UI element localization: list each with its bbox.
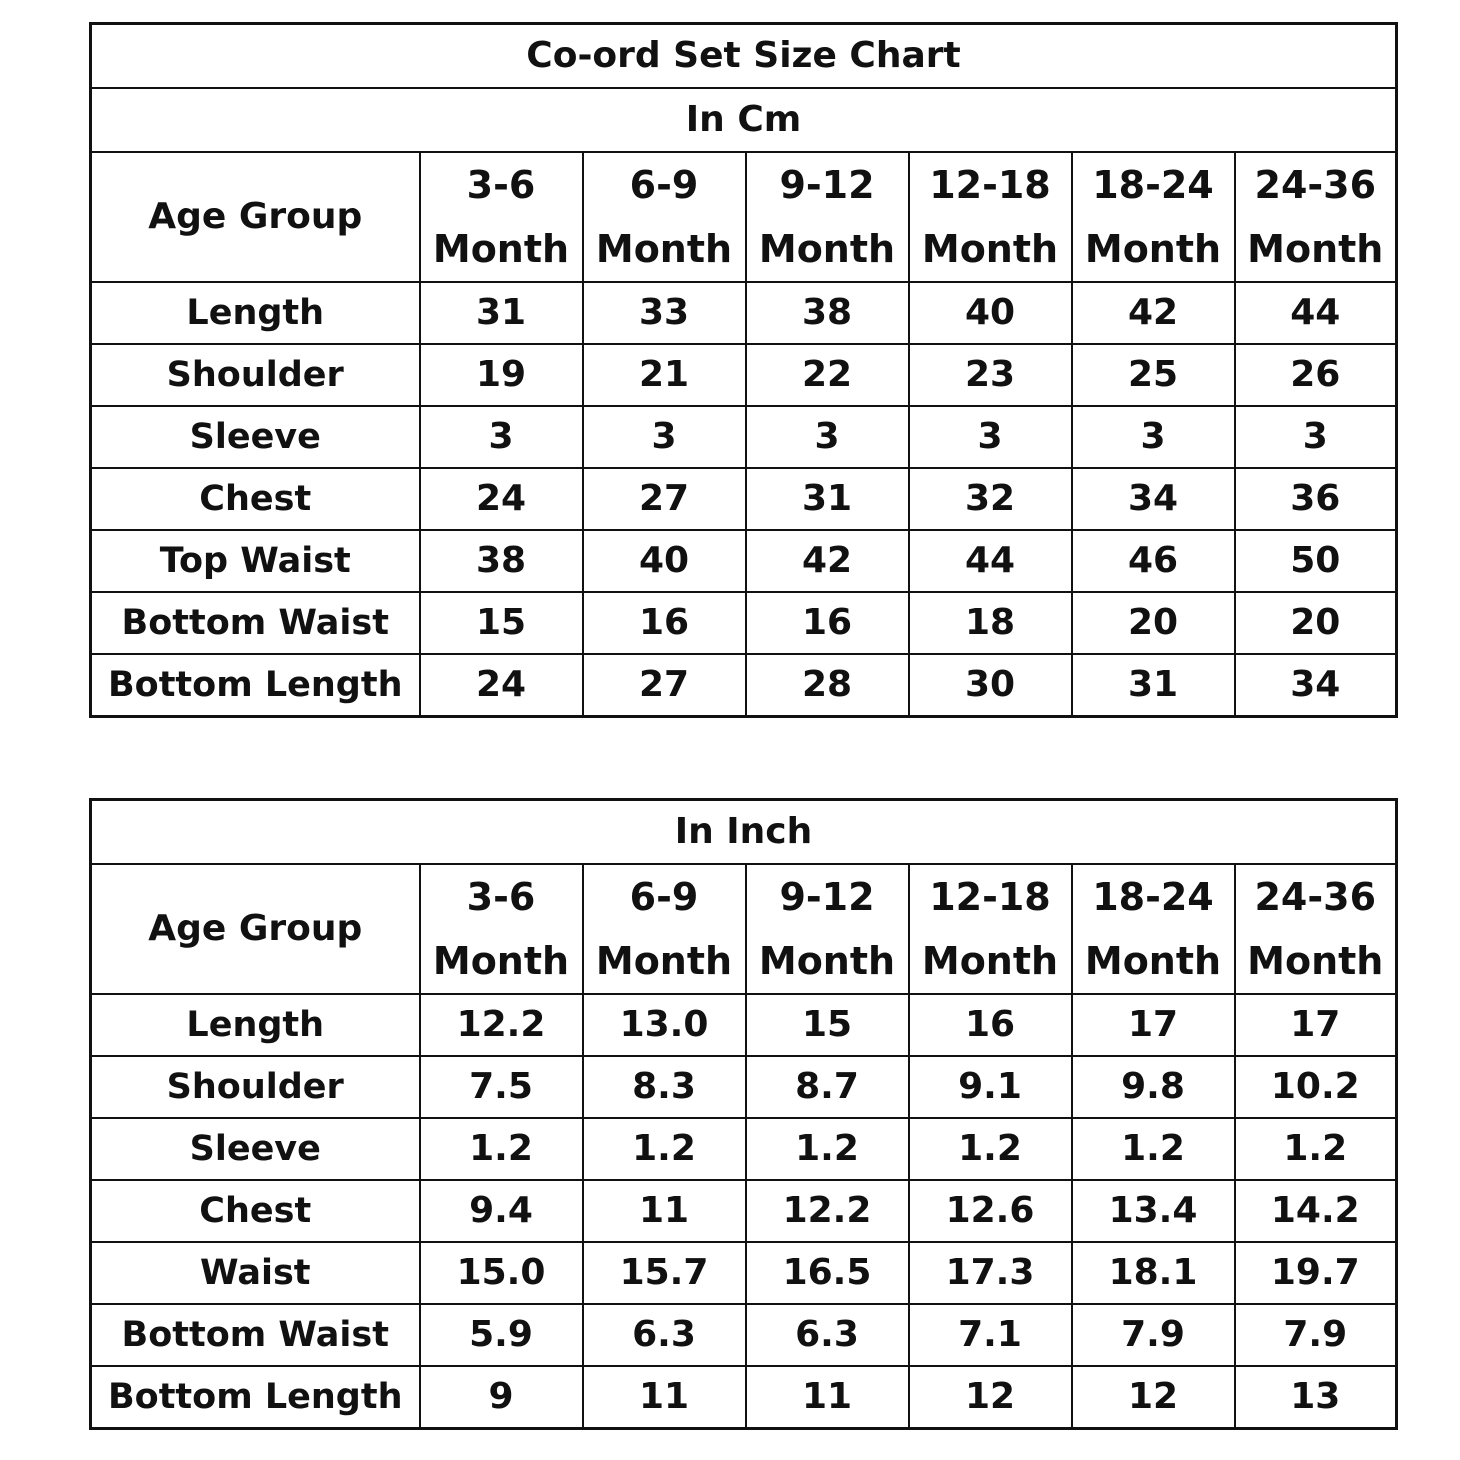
cell-value: 22 <box>746 344 909 406</box>
cell-value: 20 <box>1072 592 1235 654</box>
cell-value: 16 <box>746 592 909 654</box>
age-column-header <box>746 864 909 994</box>
age-range: 12-18 <box>929 875 1051 919</box>
cell-value: 15 <box>420 592 583 654</box>
cell-value: 18 <box>909 592 1072 654</box>
cell-value: 38 <box>746 282 909 344</box>
cell-value: 28 <box>746 654 909 717</box>
age-range: 24-36 <box>1254 163 1377 207</box>
cell-value: 13.0 <box>583 994 746 1056</box>
cell-value: 11 <box>583 1180 746 1242</box>
table-row <box>91 994 1397 1056</box>
cell-value: 11 <box>746 1366 909 1429</box>
age-unit: Month <box>758 227 896 271</box>
row-label: Sleeve <box>91 406 420 468</box>
age-unit: Month <box>1247 939 1384 983</box>
cell-value: 7.5 <box>420 1056 583 1118</box>
age-unit: Month <box>595 227 733 271</box>
cell-value: 17 <box>1072 994 1235 1056</box>
cell-value: 9.8 <box>1072 1056 1235 1118</box>
cell-value: 24 <box>420 654 583 717</box>
row-label: Bottom Waist <box>91 1304 420 1366</box>
cell-value: 9 <box>420 1366 583 1429</box>
row-label: Length <box>91 994 420 1056</box>
table-row <box>91 1304 1397 1366</box>
table-row <box>91 1118 1397 1180</box>
cell-value: 13 <box>1235 1366 1397 1429</box>
cell-value: 1.2 <box>1072 1118 1235 1180</box>
cm-size-table <box>89 22 1398 718</box>
cell-value: 1.2 <box>420 1118 583 1180</box>
age-unit: Month <box>595 939 733 983</box>
cell-value: 1.2 <box>746 1118 909 1180</box>
chart-title: Co-ord Set Size Chart <box>91 24 1397 89</box>
cell-value: 31 <box>746 468 909 530</box>
age-column-header <box>909 864 1072 994</box>
cell-value: 9.4 <box>420 1180 583 1242</box>
age-group-label: Age Group <box>91 152 420 282</box>
cell-value: 40 <box>583 530 746 592</box>
cell-value: 16 <box>909 994 1072 1056</box>
cell-value: 15.0 <box>420 1242 583 1304</box>
row-label: Chest <box>91 1180 420 1242</box>
age-column-header <box>1235 864 1397 994</box>
age-column-header <box>1072 152 1235 282</box>
age-unit: Month <box>1084 227 1222 271</box>
age-unit: Month <box>1247 227 1384 271</box>
cell-value: 15.7 <box>583 1242 746 1304</box>
table-row <box>91 1242 1397 1304</box>
table-row <box>91 344 1397 406</box>
cell-value: 21 <box>583 344 746 406</box>
table-row <box>91 1366 1397 1429</box>
age-unit: Month <box>921 227 1059 271</box>
cell-value: 44 <box>909 530 1072 592</box>
cell-value: 5.9 <box>420 1304 583 1366</box>
cell-value: 33 <box>583 282 746 344</box>
cell-value: 12 <box>909 1366 1072 1429</box>
cm-header-row <box>91 152 1397 282</box>
cell-value: 31 <box>420 282 583 344</box>
cell-value: 23 <box>909 344 1072 406</box>
age-column-header <box>583 152 746 282</box>
cell-value: 16.5 <box>746 1242 909 1304</box>
age-range: 3-6 <box>466 875 536 919</box>
row-label: Shoulder <box>91 344 420 406</box>
cell-value: 12 <box>1072 1366 1235 1429</box>
row-label: Top Waist <box>91 530 420 592</box>
age-range: 6-9 <box>629 163 699 207</box>
cell-value: 6.3 <box>583 1304 746 1366</box>
cell-value: 16 <box>583 592 746 654</box>
age-column-header <box>909 152 1072 282</box>
age-group-label: Age Group <box>91 864 420 994</box>
table-row <box>91 1180 1397 1242</box>
cell-value: 50 <box>1235 530 1397 592</box>
cell-value: 1.2 <box>909 1118 1072 1180</box>
age-column-header <box>1235 152 1397 282</box>
cell-value: 36 <box>1235 468 1397 530</box>
row-label: Waist <box>91 1242 420 1304</box>
cell-value: 25 <box>1072 344 1235 406</box>
row-label: Bottom Length <box>91 1366 420 1429</box>
cell-value: 26 <box>1235 344 1397 406</box>
cell-value: 20 <box>1235 592 1397 654</box>
table-row <box>91 282 1397 344</box>
cell-value: 7.9 <box>1235 1304 1397 1366</box>
cell-value: 3 <box>1235 406 1397 468</box>
cell-value: 19.7 <box>1235 1242 1397 1304</box>
cell-value: 42 <box>1072 282 1235 344</box>
age-column-header <box>583 864 746 994</box>
cell-value: 9.1 <box>909 1056 1072 1118</box>
age-range: 9-12 <box>779 875 875 919</box>
age-range: 9-12 <box>779 163 875 207</box>
cell-value: 40 <box>909 282 1072 344</box>
cell-value: 6.3 <box>746 1304 909 1366</box>
cell-value: 3 <box>746 406 909 468</box>
row-label: Length <box>91 282 420 344</box>
inch-header-row <box>91 864 1397 994</box>
cell-value: 12.2 <box>746 1180 909 1242</box>
cell-value: 3 <box>909 406 1072 468</box>
age-unit: Month <box>432 939 570 983</box>
age-column-header <box>746 152 909 282</box>
cell-value: 3 <box>583 406 746 468</box>
table-row <box>91 1056 1397 1118</box>
table-row <box>91 592 1397 654</box>
age-column-header <box>420 864 583 994</box>
age-unit: Month <box>1084 939 1222 983</box>
row-label: Bottom Length <box>91 654 420 717</box>
age-range: 12-18 <box>929 163 1051 207</box>
cell-value: 8.7 <box>746 1056 909 1118</box>
table-row <box>91 406 1397 468</box>
cell-value: 17.3 <box>909 1242 1072 1304</box>
row-label: Chest <box>91 468 420 530</box>
cell-value: 27 <box>583 468 746 530</box>
age-range: 3-6 <box>466 163 536 207</box>
inch-unit-heading: In Inch <box>91 800 1397 865</box>
cell-value: 13.4 <box>1072 1180 1235 1242</box>
cell-value: 3 <box>1072 406 1235 468</box>
age-range: 6-9 <box>629 875 699 919</box>
table-row <box>91 654 1397 717</box>
cell-value: 11 <box>583 1366 746 1429</box>
table-row <box>91 468 1397 530</box>
cell-value: 46 <box>1072 530 1235 592</box>
cell-value: 34 <box>1235 654 1397 717</box>
cell-value: 1.2 <box>583 1118 746 1180</box>
cell-value: 34 <box>1072 468 1235 530</box>
age-column-header <box>1072 864 1235 994</box>
cell-value: 38 <box>420 530 583 592</box>
cell-value: 12.2 <box>420 994 583 1056</box>
table-row <box>91 530 1397 592</box>
cell-value: 31 <box>1072 654 1235 717</box>
cell-value: 27 <box>583 654 746 717</box>
age-unit: Month <box>432 227 570 271</box>
cell-value: 24 <box>420 468 583 530</box>
row-label: Shoulder <box>91 1056 420 1118</box>
cell-value: 19 <box>420 344 583 406</box>
age-unit: Month <box>921 939 1059 983</box>
age-unit: Month <box>758 939 896 983</box>
cell-value: 42 <box>746 530 909 592</box>
inch-size-table <box>89 798 1398 1430</box>
age-range: 24-36 <box>1254 875 1377 919</box>
row-label: Sleeve <box>91 1118 420 1180</box>
cell-value: 7.9 <box>1072 1304 1235 1366</box>
cm-unit-heading: In Cm <box>91 88 1397 152</box>
cell-value: 18.1 <box>1072 1242 1235 1304</box>
cell-value: 44 <box>1235 282 1397 344</box>
cell-value: 32 <box>909 468 1072 530</box>
age-range: 18-24 <box>1092 163 1214 207</box>
cell-value: 3 <box>420 406 583 468</box>
cell-value: 1.2 <box>1235 1118 1397 1180</box>
cell-value: 17 <box>1235 994 1397 1056</box>
cell-value: 8.3 <box>583 1056 746 1118</box>
age-range: 18-24 <box>1092 875 1214 919</box>
row-label: Bottom Waist <box>91 592 420 654</box>
cell-value: 15 <box>746 994 909 1056</box>
cell-value: 12.6 <box>909 1180 1072 1242</box>
cell-value: 30 <box>909 654 1072 717</box>
age-column-header <box>420 152 583 282</box>
cell-value: 10.2 <box>1235 1056 1397 1118</box>
cell-value: 7.1 <box>909 1304 1072 1366</box>
cell-value: 14.2 <box>1235 1180 1397 1242</box>
